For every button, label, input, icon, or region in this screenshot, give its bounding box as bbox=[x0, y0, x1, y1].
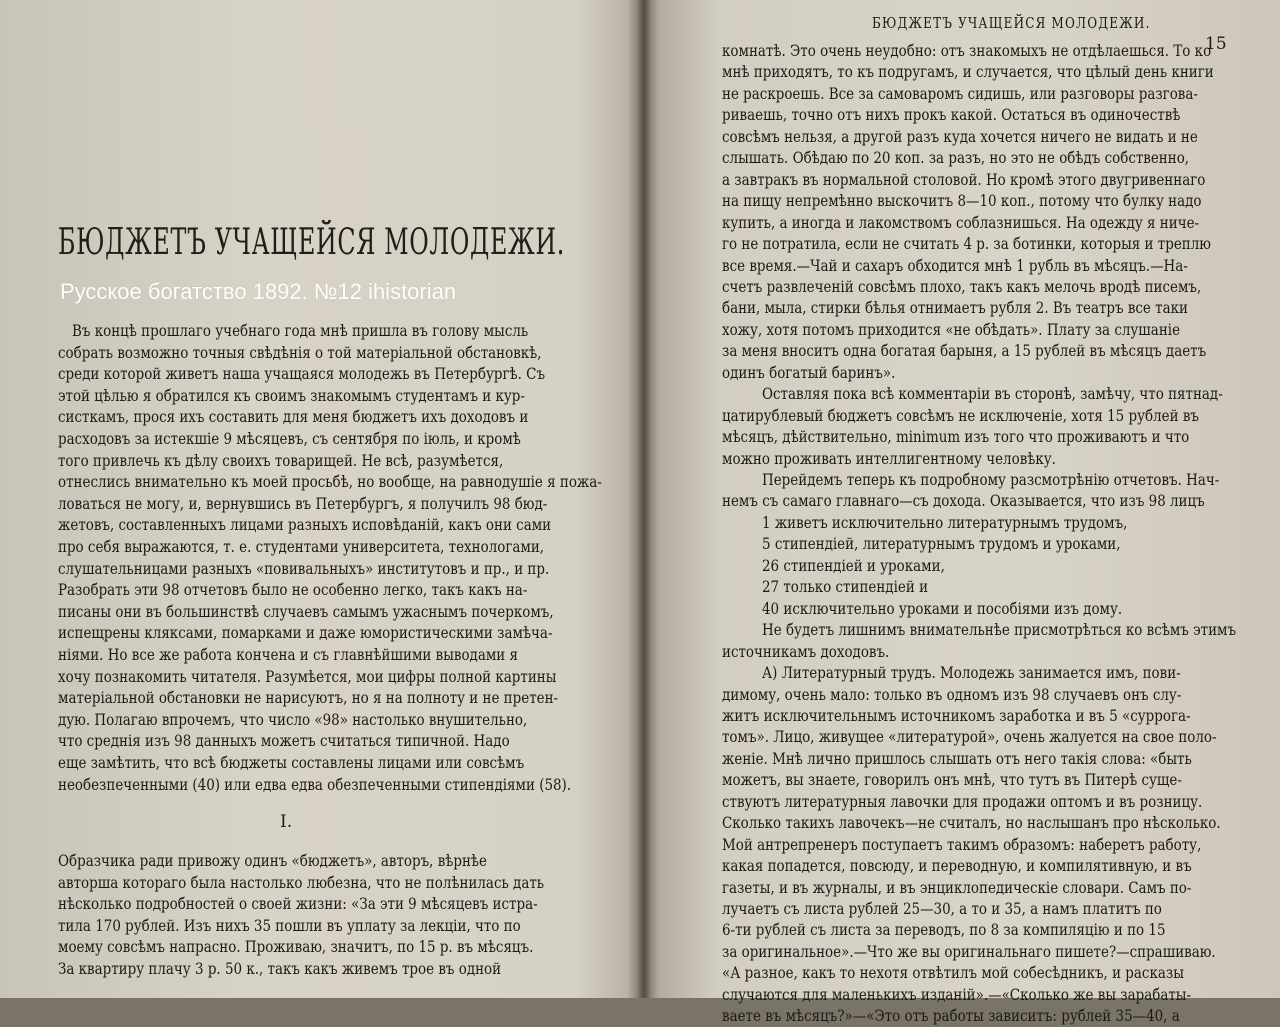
text-line: Мой антрепренеръ поступаетъ такимъ образомъ: наберетъ работу, bbox=[722, 834, 1202, 854]
text-line: за оригинальное».—Что же вы оригинальнаго пишете?—спрашиваю. bbox=[722, 941, 1216, 961]
text-line: 27 только стипендіей и bbox=[762, 577, 929, 597]
text-line: ствуютъ литературныя лавочки для продажи оптомъ и въ розницу. bbox=[722, 791, 1203, 811]
text-line: цатирублевый бюджетъ совсѣмъ не исключеніе, хотя 15 рублей въ bbox=[722, 405, 1199, 425]
text-line: хожу, хотя потомъ приходится «не обѣдать». Плату за слушаніе bbox=[722, 319, 1181, 339]
text-line: риваешь, точно отъ нихъ прокъ какой. Остаться въ одиночествѣ bbox=[722, 105, 1181, 125]
text-line: про себя выражаются, т. е. студентами университета, технологами, bbox=[58, 537, 545, 556]
text-line: не раскроешь. Все за самоваромъ сидишь, или разговоры разгова- bbox=[722, 83, 1198, 103]
running-head: БЮДЖЕТЪ УЧАЩЕЙСЯ МОЛОДЕЖИ. bbox=[872, 14, 1151, 32]
text-line: слушательницами разныхъ «повивальныхъ» институтовъ и пр., и пр. bbox=[58, 558, 550, 578]
text-line: газеты, и въ журналы, и въ энциклопедическіе словари. Самъ по- bbox=[722, 877, 1192, 897]
text-line: испещрены кляксами, помарками и даже юмористическими замѣча- bbox=[58, 623, 553, 643]
text-line: ваете въ мѣсяцъ?»—«Это отъ работы зависитъ: рублей 35—40, а bbox=[722, 1006, 1180, 1026]
text-line: комнатѣ. Это очень неудобно: отъ знакомыхъ не отдѣлаешься. То ко bbox=[722, 41, 1212, 60]
text-line: ловаться не могу, и, вернувшись въ Петербургъ, я получилъ 98 бюд- bbox=[58, 493, 548, 513]
text-line: можетъ, вы знаете, говорилъ онъ мнѣ, что тутъ въ Питерѣ суще- bbox=[722, 770, 1182, 790]
text-line: 6-ти рублей съ листа за переводъ, по 8 за компиляцію и по 15 bbox=[722, 920, 1166, 940]
text-line: расходовъ за истекшіе 9 мѣсяцевъ, съ сентября по іюль, и кромѣ bbox=[58, 429, 521, 448]
text-line: ніями. Но все же работа кончена и съ главнѣйшими выводами я bbox=[58, 645, 519, 664]
text-line: хочу познакомить читателя. Разумѣется, мои цифры полной картины bbox=[58, 666, 557, 686]
text-line: Въ концѣ прошлаго учебнаго года мнѣ пришла въ голову мысль bbox=[72, 321, 529, 340]
book-gutter bbox=[637, 0, 651, 998]
text-line: что среднія изъ 98 данныхъ можетъ считаться типичной. Надо bbox=[58, 731, 510, 751]
section-number: I. bbox=[280, 812, 293, 832]
text-line: А) Литературный трудъ. Молодежь занимается имъ, пови- bbox=[762, 663, 1181, 683]
text-line: можно проживать интеллигентному человѣку. bbox=[722, 448, 1056, 468]
text-line: на пищу непремѣнно выскочитъ 8—10 коп., потому что булку надо bbox=[722, 191, 1202, 211]
text-line: еще замѣтить, что всѣ бюджеты составлены лицами или совсѣмъ bbox=[58, 753, 525, 772]
text-line: 40 исключительно уроками и пособіями изъ дому. bbox=[762, 598, 1123, 618]
text-line: писаны они въ большинствѣ случаевъ самымъ ужаснымъ почеркомъ, bbox=[58, 601, 554, 621]
text-line: одинъ богатый баринъ». bbox=[722, 362, 896, 382]
text-line: жетовъ, составленныхъ лицами разныхъ исповѣданій, какъ они сами bbox=[58, 515, 552, 535]
text-line: источникамъ доходовъ. bbox=[722, 641, 890, 661]
text-line: 26 стипендіей и уроками, bbox=[762, 555, 945, 575]
text-line: Образчика ради привожу одинъ «бюджетъ», авторъ, вѣрнѣе bbox=[58, 851, 487, 870]
text-line: 1 живетъ исключительно литературнымъ трудомъ, bbox=[762, 512, 1128, 532]
text-line: среди которой живетъ наша учащаяся молодежь въ Петербургѣ. Съ bbox=[58, 364, 546, 384]
text-line: Перейдемъ теперь къ подробному разсмотрѣнію отчетовъ. Нач- bbox=[762, 470, 1220, 489]
watermark: Русское богатство 1892. №12 ihistorian bbox=[60, 279, 457, 304]
text-line: димому, очень мало: только въ одномъ изъ 98 случаевъ онъ слу- bbox=[722, 684, 1182, 704]
text-line: купить, а иногда и лакомствомъ соблазнишься. На одежду я ниче- bbox=[722, 212, 1200, 232]
text-line: Оставляя пока всѣ комментаріи въ сторонѣ, замѣчу, что пятнад- bbox=[762, 384, 1223, 404]
text-line: За квартиру плачу 3 р. 50 к., такъ какъ живемъ трое въ одной bbox=[58, 959, 502, 978]
text-line: за меня вноситъ одна богатая барыня, а 15 рублей въ мѣсяцъ даетъ bbox=[722, 341, 1207, 361]
text-line: бани, мыла, стирки бѣлья отнимаетъ рубля 2. Въ театръ все таки bbox=[722, 298, 1188, 318]
text-line: собрать возможно точныя свѣдѣнія о той матеріальной обстановкѣ, bbox=[58, 342, 542, 362]
text-line: житъ исключительнымъ источникомъ заработка и въ 5 «суррога- bbox=[722, 705, 1191, 725]
text-line: тила 170 рублей. Изъ нихъ 35 пошли въ уплату за лекціи, что по bbox=[58, 915, 521, 935]
text-line: го не потратила, если не считать 4 р. за ботинки, которыя и треплю bbox=[722, 234, 1211, 254]
text-line: необезпеченными (40) или едва едва обезпеченными стипендіями (58). bbox=[58, 774, 572, 794]
text-line: Разобрать эти 98 отчетовъ было не особенно легко, такъ какъ на- bbox=[58, 580, 528, 600]
text-line: 5 стипендіей, литературнымъ трудомъ и уроками, bbox=[762, 534, 1121, 554]
text-line: дую. Полагаю впрочемъ, что число «98» настолько внушительно, bbox=[58, 709, 528, 729]
text-line: мнѣ приходятъ, то къ подругамъ, и случается, что цѣлый день книги bbox=[722, 62, 1214, 82]
text-line: лучаетъ съ листа рублей 25—30, а то и 35, а намъ платитъ по bbox=[722, 899, 1162, 918]
text-line: случаются для маленькихъ изданій».—«Сколько же вы зарабаты- bbox=[722, 984, 1192, 1004]
text-line: немъ съ самаго главнаго—съ дохода. Оказывается, что изъ 98 лицъ bbox=[722, 491, 1205, 511]
text-line: а завтракъ въ нормальной столовой. Но кромѣ этого двугривеннаго bbox=[722, 169, 1206, 189]
text-line: счетъ развлеченій совсѣмъ плохо, такъ какъ мелочь вродѣ писемъ, bbox=[722, 276, 1202, 296]
text-line: все время.—Чай и сахаръ обходится мнѣ 1 рубль въ мѣсяцъ.—На- bbox=[722, 255, 1188, 275]
text-line: Не будетъ лишнимъ внимательнѣе присмотрѣться ко всѣмъ этимъ bbox=[762, 620, 1237, 640]
text-line: какая попадется, повсюду, и переводную, и компилятивную, и въ bbox=[722, 856, 1192, 876]
text-line: женіе. Мнѣ лично пришлось слышать отъ него такія слова: «быть bbox=[722, 748, 1192, 768]
text-line: томъ». Лицо, живущее «литературой», очень жалуется на свое поло- bbox=[722, 727, 1217, 747]
text-line: мѣсяцъ, дѣйствительно, minimum изъ того что проживаютъ и что bbox=[722, 427, 1190, 447]
text-line: матеріальной обстановки не нарисуютъ, но я на полноту и не претен- bbox=[58, 688, 559, 708]
text-line: систкамъ, прося ихъ составить для меня бюджетъ ихъ доходовъ и bbox=[58, 407, 529, 427]
text-line: Сколько такихъ лавочекъ—не считалъ, но наслышанъ про нѣсколько. bbox=[722, 813, 1221, 833]
text-line: нѣсколько подробностей о своей жизни: «За эти 9 мѣсяцевъ истра- bbox=[58, 894, 538, 914]
text-line: отнеслись внимательно къ моей просьбѣ, но вообще, на равнодушіе я пожа- bbox=[58, 472, 602, 492]
text-line: того привлечь къ дѣлу своихъ товарищей. Не всѣ, разумѣется, bbox=[58, 450, 504, 470]
article-title: БЮДЖЕТЪ УЧАЩЕЙСЯ МОЛОДЕЖИ. bbox=[58, 222, 565, 263]
text-line: этой цѣлью я обратился къ своимъ знакомымъ студентамъ и кур- bbox=[58, 385, 525, 405]
text-line: «А разное, какъ то нехотя отвѣтилъ мой собесѣдникъ, и расказы bbox=[722, 963, 1184, 983]
page-number: 15 bbox=[1205, 34, 1227, 54]
text-line: авторша котораго была настолько любезна, что не полѣнилась дать bbox=[58, 872, 545, 892]
text-line: совсѣмъ нельзя, а другой разъ куда хочется ничего не видать и не bbox=[722, 126, 1198, 146]
text-line: слышать. Обѣдаю по 20 коп. за разъ, но это не обѣдъ собственно, bbox=[722, 148, 1190, 168]
text-line: моему совсѣмъ напрасно. Проживаю, значитъ, по 15 р. въ мѣсяцъ. bbox=[58, 937, 534, 957]
